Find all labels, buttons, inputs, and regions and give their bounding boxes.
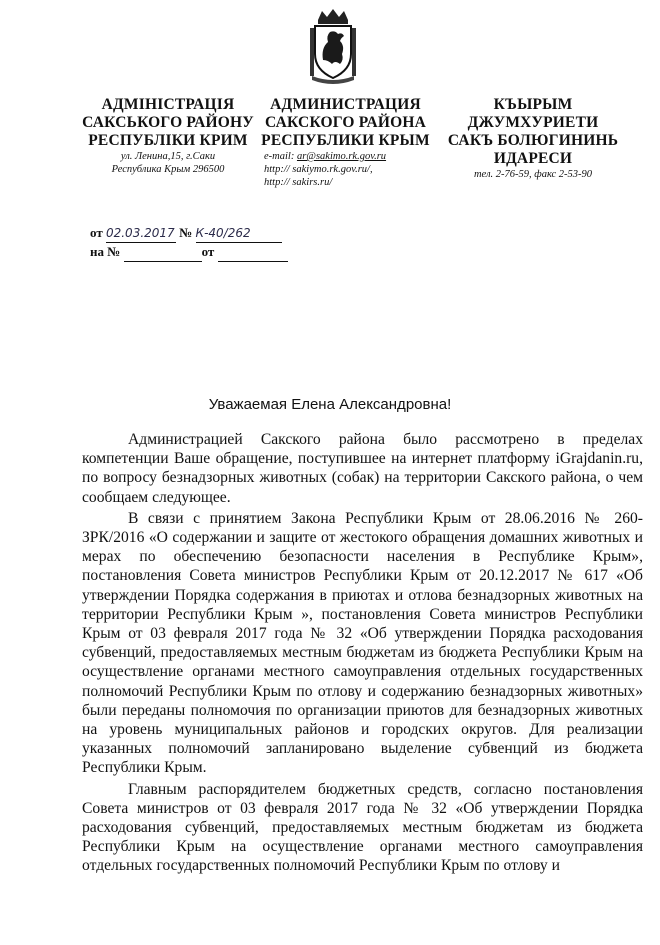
website-link[interactable]: http:// sakiymo.rk.gov.ru/, <box>264 164 373 175</box>
coat-of-arms-icon <box>308 8 358 84</box>
body-paragraph: В связи с принятием Закона Республики Крым от 28.06.2016 № 260-ЗРК/2016 «О содержании и защите от жестокого обращения домашних животных и мерах по обеспечению безопасности населения в Республике Крым», постановления Совета министров Республики Крым от 20.12.2017 № 617 «Об утверждении Порядка содержания в приютах и отлова безнадзорных животных на территории Республики Крым », постановления Совета министров Республики Крым от 03 февраля 2017 года № 32 «Об утверждении Порядка расходования субвенций, предоставляемых местным бюджетам из бюджета Республики Крым на осуществление органами местного самоуправления отдельных государственных полномочий Республики Крым по отлову и содержанию безнадзорных животных» были переданы полномочия по организации приютов для безнадзорных животных на уровень муниципальных районов и городских округов. Для реализации указанных полномочий запланировано выделение субвенций из бюджета Республики Крым. <box>82 509 643 777</box>
org-name-line: АДМИНИСТРАЦИЯ <box>270 96 421 113</box>
reply-from-label: от <box>201 244 215 259</box>
org-name-line: САКСКОГО РАЙОНА <box>264 114 427 131</box>
from-label: от <box>90 225 103 240</box>
outgoing-reference <box>90 224 288 243</box>
org-name-line: ИДАРЕСИ <box>493 150 573 167</box>
org-name-line: САКСЬКОГО РАЙОНУ <box>82 114 254 131</box>
handwritten-number: К-40/262 <box>195 226 251 240</box>
reply-number-blank <box>124 243 202 262</box>
greeting: Уважаемая Елена Александровна! <box>208 396 452 413</box>
letter-body <box>82 430 643 876</box>
header-middle-russian <box>258 96 433 189</box>
header-left-ukrainian <box>68 96 268 176</box>
address-line: ул. Ленина,15, г.Саки <box>120 151 216 162</box>
phone-fax-line: тел. 2-76-59, факс 2-53-90 <box>473 169 593 180</box>
number-label: № <box>179 225 193 240</box>
reply-date-blank <box>218 243 288 262</box>
email-label: e-mail: <box>264 151 297 162</box>
org-name-line: АДМІНІСТРАЦІЯ <box>101 96 235 113</box>
body-paragraph: Администрацией Сакского района было рассмотрено в пределах компетенции Ваше обращение, поступившее на интернет платформу iGrajdanin.ru, по вопросу безнадзорных животных (собак) на территории Сакского района, о чем сообщаем следующее. <box>82 431 643 506</box>
org-name-line: РЕСПУБЛІКИ КРИМ <box>88 132 248 149</box>
org-name-line: КЪЫРЫМ ДЖУМХУРИЕТИ <box>467 96 599 131</box>
handwritten-date: 02.03.2017 <box>105 226 175 240</box>
incoming-reference <box>90 243 288 262</box>
org-name-line: САКЪ БОЛЮГИНИНЬ <box>447 132 619 149</box>
website-link[interactable]: http:// sakirs.ru/ <box>264 177 333 188</box>
email-link[interactable]: ar@sakimo.rk.gov.ru <box>296 151 387 162</box>
header-right-crimean-tatar <box>428 96 638 181</box>
body-paragraph: Главным распорядителем бюджетных средств, согласно постановления Совета министров от 03 февраля 2017 года № 32 «Об утверждении Порядка расходования субвенций, предоставляемых местным бюджетам из бюджета Республики Крым на осуществление органами местного самоуправления отдельных государственных полномочий Республики Крым по отлову и <box>82 780 643 875</box>
address-line: Республика Крым 296500 <box>111 164 225 175</box>
org-name-line: РЕСПУБЛИКИ КРЫМ <box>261 132 430 149</box>
email-line <box>258 150 433 163</box>
reference-block <box>90 224 288 262</box>
reply-number-label: на № <box>90 244 121 259</box>
